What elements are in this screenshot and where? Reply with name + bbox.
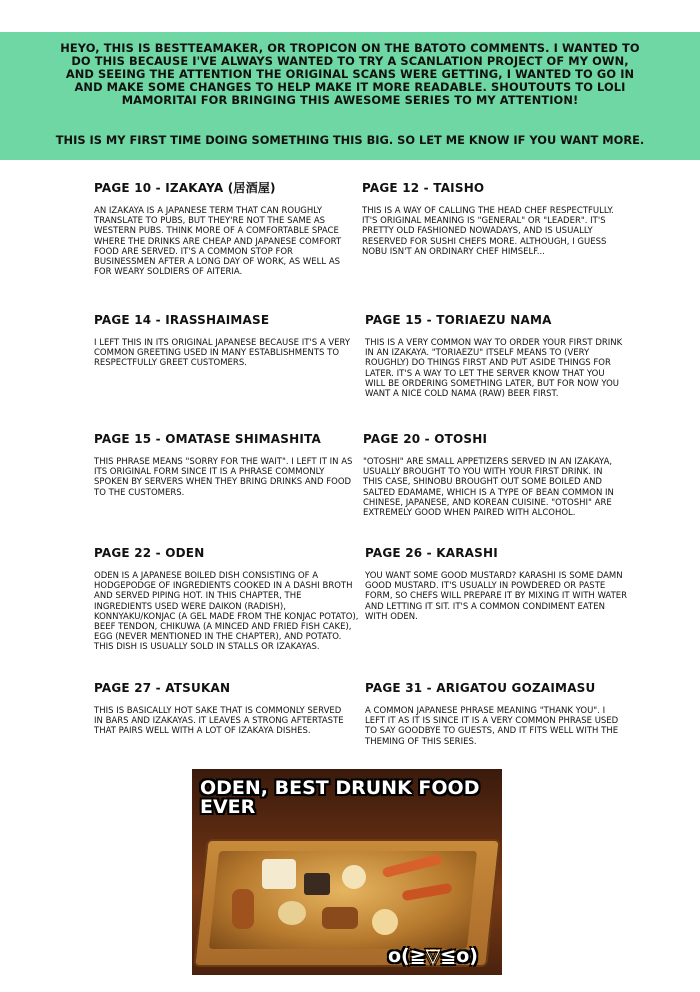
note-title: PAGE 12 - TAISHO bbox=[362, 181, 485, 195]
note-body: A COMMON JAPANESE PHRASE MEANING "THANK YOU". I LEFT IT AS IT IS SINCE IT IS A VERY COMMON PHRASE USED TO SAY GOODBYE TO GUESTS, AND IT FITS WELL WITH THE THEMING OF THIS SERIES. bbox=[365, 706, 619, 747]
note-body: ODEN IS A JAPANESE BOILED DISH CONSISTING OF A HODGEPODGE OF INGREDIENTS COOKED IN A DASHI BROTH AND SERVED PIPING HOT. IN THIS CHAPTER, THE INGREDIENTS USED WERE DAIKON (RADISH), KONNYAKU/KONJAC (A GEL MADE FROM THE KONJAC POTATO), BEEF TENDON, CHIKUWA (A MINCED AND FRIED FISH CAKE), EGG (NEVER MENTIONED IN THE CHAPTER), AND POTATO. THIS DISH IS USUALLY SOLD IN STALLS OR IZAKAYAS. bbox=[94, 571, 359, 653]
egg-piece bbox=[372, 909, 398, 935]
note-title: PAGE 20 - OTOSHI bbox=[363, 432, 488, 446]
oden-photo bbox=[192, 769, 502, 975]
note-title: PAGE 15 - TORIAEZU NAMA bbox=[365, 313, 552, 327]
translation-note bbox=[363, 432, 623, 518]
note-body: THIS IS BASICALLY HOT SAKE THAT IS COMMONLY SERVED IN BARS AND IZAKAYAS. IT LEAVES A STRONG AFTERTASTE THAT PAIRS WELL WITH A LOT OF IZAKAYA DISHES. bbox=[94, 706, 344, 737]
fishcake-piece bbox=[232, 889, 254, 929]
note-body: THIS IS A VERY COMMON WAY TO ORDER YOUR FIRST DRINK IN AN IZAKAYA. "TORIAEZU" ITSELF MEANS TO (VERY ROUGHLY) DO THINGS FIRST AND PUT ASIDE THINGS FOR LATER. IT'S A WAY TO LET THE SERVER KNOW THAT YOU WILL BE ORDERING SOMETHING LATER, BUT FOR NOW YOU WANT A NICE COLD NAMA (RAW) BEER FIRST. bbox=[365, 338, 623, 400]
note-title: PAGE 31 - ARIGATOU GOZAIMASU bbox=[365, 681, 596, 695]
note-body: I LEFT THIS IN ITS ORIGINAL JAPANESE BECAUSE IT'S A VERY COMMON GREETING USED IN MANY ESTABLISHMENTS TO RESPECTFULLY GREET CUSTOMERS. bbox=[94, 338, 351, 369]
note-title: PAGE 14 - IRASSHAIMASE bbox=[94, 313, 270, 327]
translation-note bbox=[362, 181, 620, 257]
translation-note bbox=[94, 181, 356, 277]
potato-piece bbox=[278, 901, 306, 925]
banner-outro-text: THIS IS MY FIRST TIME DOING SOMETHING THIS BIG. SO LET ME KNOW IF YOU WANT MORE. bbox=[55, 133, 645, 147]
translation-note bbox=[365, 313, 627, 399]
note-title: PAGE 15 - OMATASE SHIMASHITA bbox=[94, 432, 321, 446]
note-body: "OTOSHI" ARE SMALL APPETIZERS SERVED IN AN IZAKAYA, USUALLY BROUGHT TO YOU WITH YOUR FIRST DRINK. IN THIS CASE, SHINOBU BROUGHT OUT SOME BOILED AND SALTED EDAMAME, WHICH IS A TYPE OF BEAN COMMON IN CHINESE, JAPANESE, AND KOREAN CUISINE. "OTOSHI" ARE EXTREMELY GOOD WHEN PAIRED WITH ALCOHOL. bbox=[363, 457, 614, 519]
translation-note bbox=[94, 313, 356, 369]
note-title: PAGE 26 - KARASHI bbox=[365, 546, 498, 560]
translation-note bbox=[94, 432, 356, 498]
photo-caption: ODEN, BEST DRUNK FOOD EVER bbox=[200, 777, 480, 818]
tendon-piece bbox=[322, 907, 358, 929]
note-title: PAGE 27 - ATSUKAN bbox=[94, 681, 231, 695]
note-title: PAGE 10 - IZAKAYA (居酒屋) bbox=[94, 181, 276, 195]
note-body: THIS PHRASE MEANS "SORRY FOR THE WAIT". I LEFT IT IN AS ITS ORIGINAL FORM SINCE IT IS A PHRASE COMMONLY SPOKEN BY SERVERS WHEN THEY BRING DRINKS AND FOOD TO THE CUSTOMERS. bbox=[94, 457, 353, 498]
konnyaku-piece bbox=[304, 873, 330, 895]
note-body: THIS IS A WAY OF CALLING THE HEAD CHEF RESPECTFULLY. IT'S ORIGINAL MEANING IS "GENERAL" OR "LEADER". IT'S PRETTY OLD FASHIONED NOWADAYS, AND IS USUALLY RESERVED FOR SUSHI CHEFS MORE. ALTHOUGH, I GUESS NOBU ISN'T AN ORDINARY CHEF HIMSELF... bbox=[362, 206, 614, 257]
banner-intro-text: HEYO, THIS IS BESTTEAMAKER, OR TROPICON ON THE BATOTO COMMENTS. I WANTED TO DO THIS BECAUSE I'VE ALWAYS WANTED TO TRY A SCANLATION PROJECT OF MY OWN, AND SEEING THE ATTENTION THE ORIGINAL SCANS WERE GETTING, I WANTED TO GO IN AND MAKE SOME CHANGES TO HELP MAKE IT MORE READABLE. SHOUTOUTS TO LOLI MAMORITAI FOR BRINGING THIS AWESOME SERIES TO MY ATTENTION! bbox=[60, 41, 640, 107]
note-body: YOU WANT SOME GOOD MUSTARD? KARASHI IS SOME DAMN GOOD MUSTARD. IT'S USUALLY IN POWDERED OR PASTE FORM, SO CHEFS WILL PREPARE IT BY MIXING IT WITH WATER AND LETTING IT SIT. IT'S A COMMON CONDIMENT EATEN WITH ODEN. bbox=[365, 571, 628, 622]
translation-note bbox=[365, 546, 630, 622]
note-body: AN IZAKAYA IS A JAPANESE TERM THAT CAN ROUGHLY TRANSLATE TO PUBS, BUT THEY'RE NOT THE SAME AS WESTERN PUBS. THINK MORE OF A COMFORTABLE SPACE WHERE THE DRINKS ARE CHEAP AND JAPANESE COMFORT FOOD ARE SERVED. IT'S A COMMON STOP FOR BUSINESSMEN AFTER A LONG DAY OF WORK, AS WELL AS FOR WEARY SOLDIERS OF AITERIA. bbox=[94, 206, 342, 278]
note-title: PAGE 22 - ODEN bbox=[94, 546, 205, 560]
egg-piece bbox=[342, 865, 366, 889]
daikon-piece bbox=[262, 859, 296, 889]
translation-note bbox=[365, 681, 627, 747]
translation-note bbox=[94, 546, 362, 653]
translation-note bbox=[94, 681, 344, 737]
photo-emoticon: o(≧▽≦o) bbox=[388, 945, 478, 967]
